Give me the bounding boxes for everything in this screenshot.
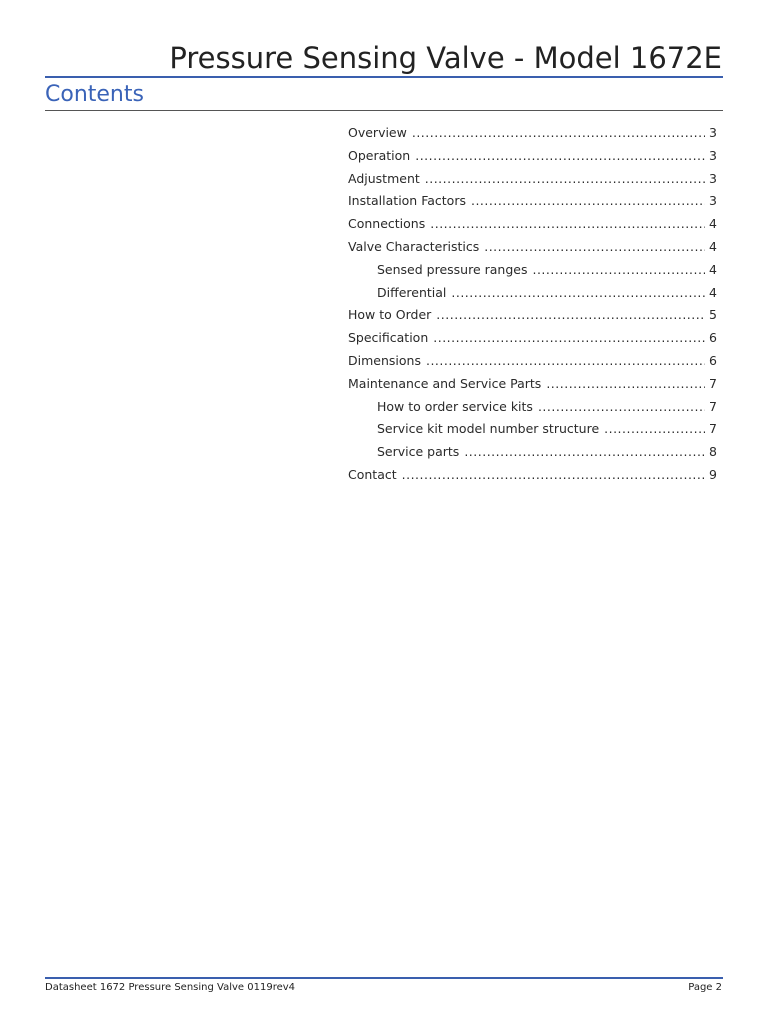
toc-dot-leader bbox=[546, 373, 705, 396]
toc-entry-page: 3 bbox=[709, 125, 717, 140]
toc-entry-installation-factors[interactable] bbox=[348, 190, 717, 213]
toc-dot-leader bbox=[436, 304, 705, 327]
toc-entry-adjustment[interactable] bbox=[348, 168, 717, 191]
toc-dot-leader bbox=[415, 145, 705, 168]
toc-dot-leader bbox=[426, 350, 705, 373]
toc-entry-overview[interactable] bbox=[348, 122, 717, 145]
footer-page-number: Page 2 bbox=[688, 982, 722, 993]
toc-entry-label: Specification bbox=[348, 330, 429, 346]
toc-entry-connections[interactable] bbox=[348, 213, 717, 236]
toc-dot-leader bbox=[430, 213, 705, 236]
toc-entry-page: 3 bbox=[709, 170, 717, 186]
toc-entry-label: Maintenance and Service Parts bbox=[348, 375, 542, 391]
toc-dot-leader bbox=[433, 327, 705, 350]
toc-entry-differential[interactable] bbox=[348, 282, 717, 305]
toc-entry-label: Dimensions bbox=[348, 352, 421, 368]
toc-entry-label: Adjustment bbox=[348, 170, 420, 186]
toc-entry-page: 7 bbox=[709, 398, 717, 414]
toc-entry-page: 8 bbox=[709, 444, 717, 460]
toc-entry-label: Contact bbox=[348, 466, 397, 482]
toc-entry-page: 4 bbox=[709, 284, 717, 300]
toc-dot-leader bbox=[532, 259, 705, 282]
toc-dot-leader bbox=[604, 418, 705, 441]
toc-dot-leader bbox=[425, 168, 705, 191]
footer-document-id: Datasheet 1672 Pressure Sensing Valve 0119rev4 bbox=[45, 982, 296, 993]
toc-entry-page: 7 bbox=[709, 421, 717, 437]
toc-entry-label: Connections bbox=[348, 216, 426, 232]
toc-entry-operation[interactable] bbox=[348, 145, 717, 168]
toc-entry-label: Overview bbox=[348, 125, 407, 140]
toc-entry-label: Service kit model number structure bbox=[377, 421, 600, 437]
toc-entry-label: Sensed pressure ranges bbox=[377, 261, 528, 277]
toc-entry-label: Operation bbox=[348, 147, 411, 163]
toc-entry-label: Differential bbox=[377, 284, 447, 300]
toc-entry-page: 5 bbox=[709, 307, 717, 323]
toc-entry-page: 4 bbox=[709, 216, 717, 232]
toc-entry-how-to-order-service-kits[interactable] bbox=[348, 396, 717, 419]
toc-entry-page: 3 bbox=[709, 193, 717, 209]
toc-entry-service-kit-model-number-structure[interactable] bbox=[348, 418, 717, 441]
toc-dot-leader bbox=[464, 441, 705, 464]
contents-divider bbox=[45, 110, 723, 111]
toc-entry-page: 9 bbox=[709, 466, 717, 482]
toc-entry-label: Installation Factors bbox=[348, 193, 466, 209]
toc-entry-page: 6 bbox=[709, 352, 717, 368]
document-title: Pressure Sensing Valve - Model 1672E bbox=[169, 41, 722, 75]
toc-dot-leader bbox=[451, 282, 705, 305]
toc-dot-leader bbox=[412, 122, 705, 145]
toc-entry-label: Valve Characteristics bbox=[348, 238, 480, 254]
toc-entry-page: 6 bbox=[709, 330, 717, 346]
toc-dot-leader bbox=[484, 236, 705, 259]
toc-entry-contact[interactable] bbox=[348, 464, 717, 487]
toc-entry-label: Service parts bbox=[377, 444, 460, 460]
toc-dot-leader bbox=[538, 396, 705, 419]
toc-entry-specification[interactable] bbox=[348, 327, 717, 350]
toc-entry-page: 7 bbox=[709, 375, 717, 391]
toc-dot-leader bbox=[402, 464, 705, 487]
toc-entry-page: 4 bbox=[709, 261, 717, 277]
toc-entry-valve-characteristics[interactable] bbox=[348, 236, 717, 259]
toc-dot-leader bbox=[471, 190, 705, 213]
toc-entry-dimensions[interactable] bbox=[348, 350, 717, 373]
footer-divider bbox=[45, 977, 723, 979]
toc-entry-maintenance-and-service-parts[interactable] bbox=[348, 373, 717, 396]
toc-entry-how-to-order[interactable] bbox=[348, 304, 717, 327]
toc-entry-page: 4 bbox=[709, 238, 717, 254]
table-of-contents bbox=[348, 122, 717, 487]
toc-entry-page: 3 bbox=[709, 147, 717, 163]
toc-entry-label: How to order service kits bbox=[377, 398, 533, 414]
header-divider bbox=[45, 76, 723, 78]
toc-entry-label: How to Order bbox=[348, 307, 432, 323]
contents-heading: Contents bbox=[45, 82, 144, 107]
toc-entry-sensed-pressure-ranges[interactable] bbox=[348, 259, 717, 282]
toc-entry-service-parts[interactable] bbox=[348, 441, 717, 464]
